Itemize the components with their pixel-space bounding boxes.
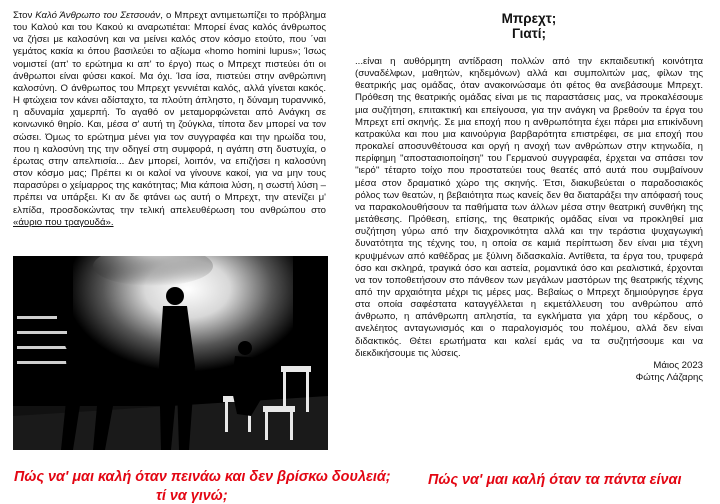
underlined-quote: «άυριο που τραγουδά». — [13, 216, 114, 228]
left-column — [13, 10, 326, 229]
date: Μάιος 2023 — [653, 359, 703, 371]
stage-photo-svg — [13, 256, 328, 450]
play-title: Καλό Άνθρωπο του Σετσουάν — [35, 10, 161, 21]
title-line-2: Γιατί; — [511, 25, 546, 41]
article-title — [355, 12, 703, 41]
article-body: ...είναι η αυθόρμητη αντίδραση πολλών από την εκπαιδευτική κοινότητα (συναδέλφων, μαθητών, κηδεμόνων) αλλά και συμπολιτών μας, φίλων της θεατρικής μας ομάδας, όταν ανακοινώσαμε ότι φέτος θα ανεβάσουμε Μπρεχτ. Πρόθεση της θεατρικής ομάδας είναι με τις παραστάσεις μας, να προκαλέσουμε μια συζήτηση, επιτακτική και επείγουσα, για την ανάγκη να βρεθούν τα έργα του Μπρεχτ επί σκηνής. Σε μια εποχή που η ανθρωπότητα έχει πάρει μια επικίνδυνη κατρακύλα και που μια καινούργια βαρβαρότητα επιστρέφει, σε μια εποχή που προκαλεί αποσυνθέτουσα και οργή η ανοχή των ανθρώπων στην κτηνωδία, η περίφημη ''αποστασιοποίηση'' του Γερμανού συγγραφέα, έρχεται να σπάσει τον ''ιερό'' τέταρτο τοίχο που προστατεύει τους θεατές από αυτά που συμβαίνουν μέσα στον δραματικό χώρο της σκηνής. Έτσι, διακυβεύεται ο παραδοσιακός ρόλος των θεατών, η βεβαιότητα πως κανείς δεν θα διαταράξει την απόφασή τους να παρακολουθήσουν τα παθήματα των άλλων μέσα στην θεατρική συνθήκη της μετάθεσης. Πρόθεση, επίσης, της θεατρικής ομάδας είναι να προκληθεί μια συζήτηση γύρω από την διαχρονικότητα αλλά και την τεράστια ψυχαγωγική δυνατότητα της τέχνης του, η οποία σε καμιά περίπτωση δεν είναι μια τέχνη κρυψμένων από καθέδρας με ξύλινη διδασκαλία. Αντίθετα, τα έργα του, τρυφερά όσο και σκληρά, τραγικά όσο και αστεία, ρομαντικά όσο και ρεαλιστικά, έρχονται να τον τοποθετήσουν στο πάνθεον των μεγάλων μαστόρων της θεατρικής τέχνης από την αρχαιότητα μέχρι τις μέρες μας. Βεβαίως ο Μπρεχτ δημιούργησε έργα στα οποία σαφέστατα καταγγέλλεται η εκμετάλλευση του ανθρώπου από άνθρωπο, η απάνθρωπη απληστία, τα εγκλήματα για χάρη του κέρδους, ο ανελέητος ανταγωνισμός και ο παραλογισμός του πολέμου, αλλά δεν είναι διδακτικός. Θέτει ερωτήματα και καλεί εμάς να τα συζητήσουμε και να διεκδικήσουμε τις λύσεις. — [355, 56, 703, 359]
signature — [355, 360, 703, 384]
caption-left-line-2: τί να γινώ; — [156, 488, 228, 504]
text-prefix: Στον — [13, 10, 36, 21]
caption-right: Πώς να' μαι καλή όταν τα πάντα είναι — [428, 472, 682, 488]
right-column — [355, 12, 703, 384]
author: Φώτης Λάζαρης — [635, 372, 703, 384]
left-paragraph — [13, 10, 326, 229]
title-line-1: Μπρεχτ; — [501, 11, 557, 26]
paragraph-text: , ο Μπρεχτ αντιμετωπίζει το πρόβλημα του Καλού και του Κακού κι αναρωτιέται: Μπορεί ένας καλός άνθρωπος να ζήσει με καλοσύνη και να μείνει καλός στον κόσμο ετούτο, που ΄ναι γεμάτος κακία κι όπου βασιλεύει το αξίωμα «homo homini lupus»; Ίσως νομιστεί (απ' το ερώτημα κι απ' το έργο) πως ο Μπρεχτ πιστεύει ότι οι άνθρωποι είναι φύσει κακοί. Μα όχι. Ίσα ίσα, πιστεύει στην ανθρώπινη καλοσύνη. Ο άνθρωπος του Μπρεχτ γεννιέται καλός, αλλά γίνεται κακός. Η φτώχεια τον κάνει αδίσταχτο, τα πλούτη άπληστο, η δύναμη τυραννικό, η αδυναμία χαμερπή. Το αγαθό ον μεταμορφώνεται από Ανάγκη σε κοινωνικό θηρίο. Και, μέσα σ' αυτή τη ζούγκλα, τίποτα δεν μπορεί να τον σώσει. Όμως το ερώτημα μένει για τον συγγραφέα και την ηρωίδα του, που η καλοσύνη της την οδηγεί στη συμφορά, η αγάπη στη δυστυχία, ο έρωτας στην απελπισία... Δεν μπορεί, λοιπόν, να επιζήσει η καλοσύνη στον κόσμο μας; Πρέπει κι οι καλοί να γίνουνε κακοί, για να μην τους παρασύρει ο χείμαρρος της κακότητας; Μια κάποια λύση, η σωστή λύση – πρέπει να υπάρξει. Κι αν δε φτάνει ως αυτή ο Μπρεχτ, την ατενίζει μ' ελπίδα, προσδοκώντας την τελική απελευθέρωση του ανθρώπου στο — [13, 10, 326, 216]
stage-scene-photo — [13, 256, 328, 450]
caption-left-line-1: Πώς να' μαι καλή όταν πεινάω και δεν βρίσκω δουλειά; — [14, 469, 391, 485]
